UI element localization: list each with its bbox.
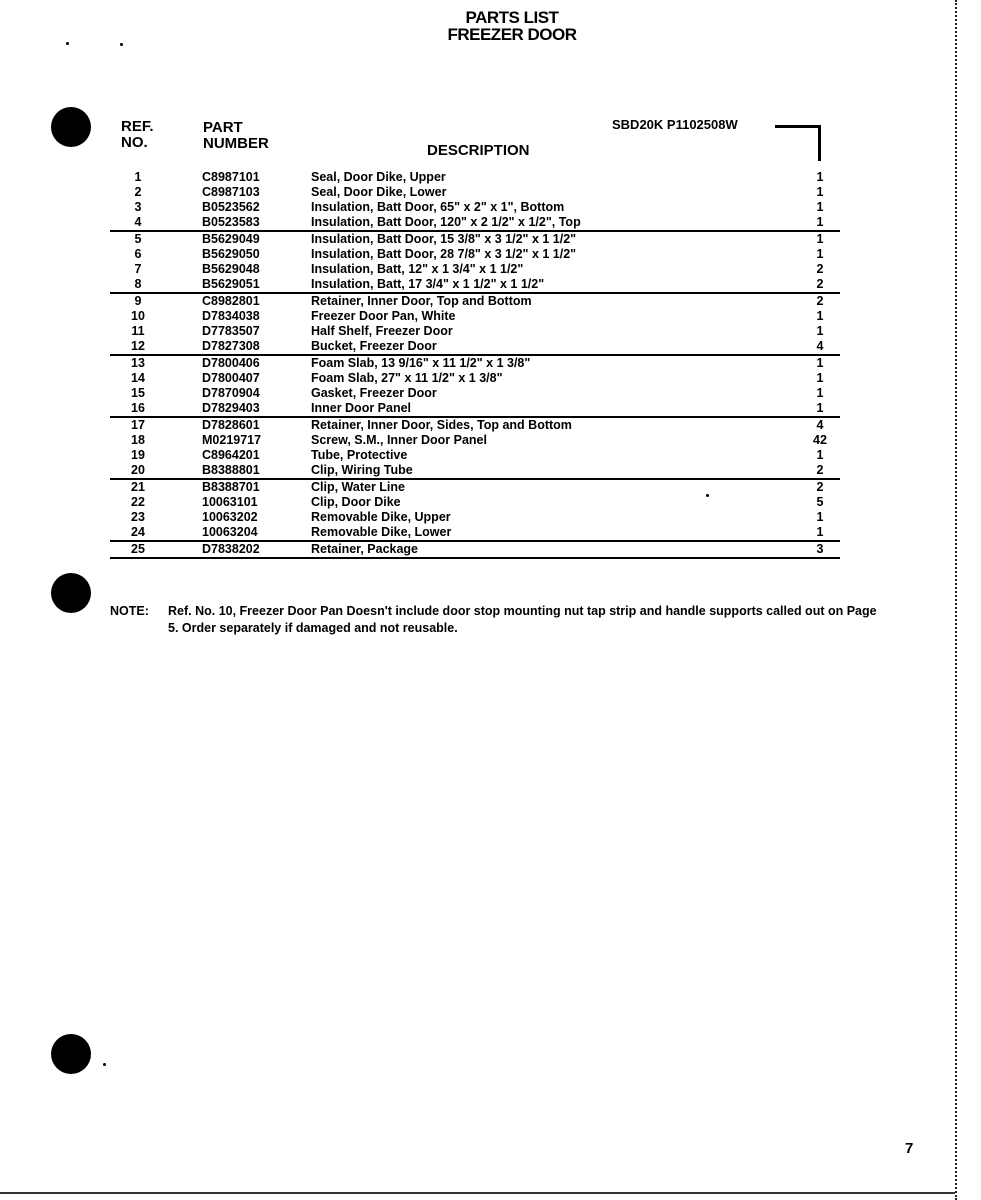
table-row [110,185,840,200]
quantity: 1 [816,525,824,539]
part-number: B0523583 [202,215,260,229]
ref-number: 11 [131,324,145,338]
binder-hole-middle [51,573,91,613]
speck [120,43,123,46]
part-description: Inner Door Panel [311,401,412,415]
ref-number: 19 [131,448,145,462]
ref-number: 22 [131,495,145,509]
table-row [110,480,840,495]
part-number: 10063202 [202,510,258,524]
quantity: 4 [816,339,824,353]
quantity: 4 [816,418,824,432]
table-row [110,339,840,356]
table-row [110,215,840,232]
table-row [110,448,840,463]
part-number: 10063101 [202,495,258,509]
part-number: B5629048 [202,262,260,276]
part-description: Clip, Wiring Tube [311,463,413,477]
ref-number: 24 [131,525,145,539]
table-row [110,401,840,418]
part-number: D7838202 [202,542,260,556]
ref-number: 10 [131,309,145,323]
part-number: D7800406 [202,356,260,370]
part-description: Insulation, Batt Door, 28 7/8" x 3 1/2" x 1 1/2" [311,247,577,261]
title-line-2: FREEZER DOOR [447,25,577,44]
quantity: 2 [816,262,824,276]
part-description: Foam Slab, 27" x 11 1/2" x 1 3/8" [311,371,503,385]
quantity: 42 [813,433,827,447]
quantity: 1 [816,386,824,400]
part-description: Freezer Door Pan, White [311,309,456,323]
table-row [110,232,840,247]
part-number: D7870904 [202,386,260,400]
table-row [110,386,840,401]
ref-number: 7 [134,262,142,276]
part-number: C8982801 [202,294,260,308]
part-description: Gasket, Freezer Door [311,386,437,400]
table-row [110,170,840,185]
part-description: Insulation, Batt Door, 65" x 2" x 1", Bottom [311,200,565,214]
part-description: Retainer, Package [311,542,419,556]
ref-number: 25 [131,542,145,556]
part-description: Clip, Door Dike [311,495,401,509]
part-description: Retainer, Inner Door, Top and Bottom [311,294,532,308]
quantity: 1 [816,232,824,246]
model-bracket-vertical [818,125,821,161]
table-row [110,495,840,510]
part-number: D7829403 [202,401,260,415]
part-description: Removable Dike, Upper [311,510,451,524]
ref-number: 21 [131,480,145,494]
part-description: Seal, Door Dike, Lower [311,185,447,199]
binder-hole-top [51,107,91,147]
part-number: D7828601 [202,418,260,432]
ref-number: 12 [131,339,145,353]
description-header: DESCRIPTION [427,142,530,159]
ref-number: 8 [134,277,142,291]
ref-header-line-2: NO. [121,134,148,151]
part-description: Foam Slab, 13 9/16" x 11 1/2" x 1 3/8" [311,356,531,370]
part-number: C8964201 [202,448,260,462]
part-description: Insulation, Batt, 12" x 1 3/4" x 1 1/2" [311,262,524,276]
quantity: 1 [816,356,824,370]
quantity: 2 [816,277,824,291]
ref-number: 17 [131,418,145,432]
table-row [110,262,840,277]
ref-no-header [121,119,154,151]
part-description: Insulation, Batt Door, 120" x 2 1/2" x 1/2", Top [311,215,581,229]
part-number: C8987101 [202,170,260,184]
quantity: 3 [816,542,824,556]
part-number: B8388701 [202,480,260,494]
table-row [110,309,840,324]
table-row [110,356,840,371]
part-description: Half Shelf, Freezer Door [311,324,453,338]
page-title [0,9,981,43]
ref-number: 20 [131,463,145,477]
quantity: 1 [816,510,824,524]
table-row [110,542,840,559]
part-number: D7783507 [202,324,260,338]
part-number: D7800407 [202,371,260,385]
part-description: Clip, Water Line [311,480,405,494]
part-description: Bucket, Freezer Door [311,339,437,353]
parts-table [110,170,840,559]
note-label: NOTE: [110,604,149,618]
ref-number: 9 [134,294,142,308]
part-number: B8388801 [202,463,260,477]
quantity: 1 [816,185,824,199]
title-line-1: PARTS LIST [465,8,559,27]
ref-number: 14 [131,371,145,385]
ref-number: 4 [134,215,142,229]
ref-number: 5 [134,232,142,246]
table-row [110,463,840,480]
ref-number: 6 [134,247,142,261]
part-header-line-2: NUMBER [203,135,269,152]
quantity: 5 [816,495,824,509]
quantity: 1 [816,170,824,184]
quantity: 1 [816,309,824,323]
quantity: 1 [816,200,824,214]
model-bracket-horizontal [775,125,820,128]
part-number: D7834038 [202,309,260,323]
page-bottom-edge [0,1192,955,1194]
part-number: 10063204 [202,525,258,539]
part-number: D7827308 [202,339,260,353]
part-description: Tube, Protective [311,448,408,462]
ref-number: 15 [131,386,145,400]
ref-number: 18 [131,433,145,447]
ref-number: 23 [131,510,145,524]
part-number: B5629049 [202,232,260,246]
part-description: Insulation, Batt, 17 3/4" x 1 1/2" x 1 1/2" [311,277,545,291]
part-number-header [203,120,269,152]
part-number: B0523562 [202,200,260,214]
part-header-line-1: PART [203,119,243,136]
part-number: C8987103 [202,185,260,199]
part-number: M0219717 [202,433,262,447]
ref-number: 16 [131,401,145,415]
table-row [110,324,840,339]
page-edge [955,0,981,1200]
part-number: B5629051 [202,277,260,291]
part-description: Retainer, Inner Door, Sides, Top and Bottom [311,418,572,432]
table-row [110,510,840,525]
table-row [110,525,840,542]
table-row [110,294,840,309]
quantity: 2 [816,294,824,308]
model-number: SBD20K P1102508W [612,117,738,132]
table-row [110,433,840,448]
page-number: 7 [905,1140,914,1157]
quantity: 1 [816,247,824,261]
quantity: 1 [816,448,824,462]
table-row [110,277,840,294]
quantity: 2 [816,480,824,494]
quantity: 1 [816,324,824,338]
table-row [110,418,840,433]
part-description: Insulation, Batt Door, 15 3/8" x 3 1/2" x 1 1/2" [311,232,577,246]
note-text: Ref. No. 10, Freezer Door Pan Doesn't include door stop mounting nut tap strip and handle supports called out on Page 5. Order separately if damaged and not reusable. [168,604,877,635]
table-row [110,371,840,386]
speck [103,1063,106,1066]
quantity: 1 [816,401,824,415]
quantity: 2 [816,463,824,477]
quantity: 1 [816,371,824,385]
ref-header-line-1: REF. [121,118,154,135]
ref-number: 3 [134,200,142,214]
table-row [110,200,840,215]
quantity: 1 [816,215,824,229]
part-description: Seal, Door Dike, Upper [311,170,446,184]
part-number: B5629050 [202,247,260,261]
table-row [110,247,840,262]
part-description: Removable Dike, Lower [311,525,452,539]
part-description: Screw, S.M., Inner Door Panel [311,433,487,447]
ref-number: 13 [131,356,145,370]
ref-number: 1 [134,170,142,184]
ref-number: 2 [134,185,142,199]
binder-hole-bottom [51,1034,91,1074]
